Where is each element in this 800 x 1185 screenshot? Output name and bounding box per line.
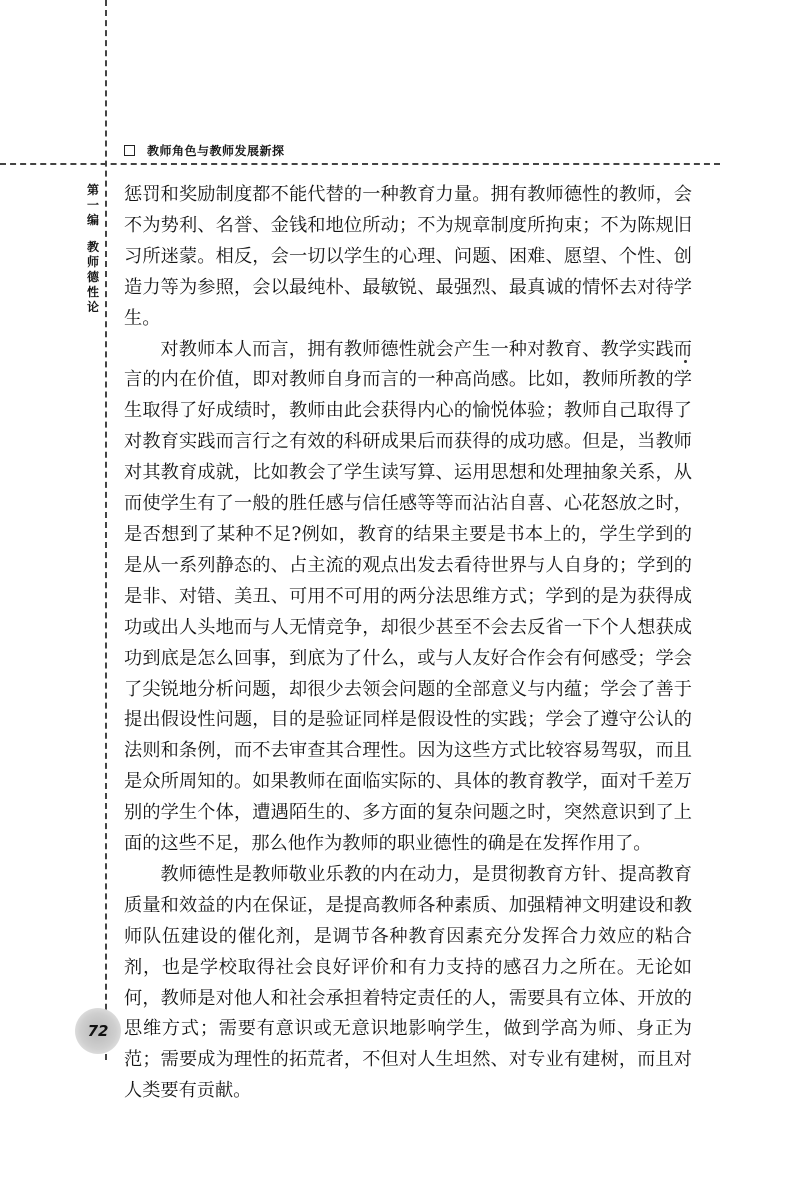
vertical-dashed-rule — [105, 0, 107, 1060]
running-header — [124, 142, 285, 159]
page-number: 72 — [87, 1022, 109, 1040]
page-number-badge — [75, 1008, 121, 1054]
body-text — [124, 180, 692, 1107]
side-label-part: 第一编 — [86, 183, 99, 227]
side-label-section: 教师德性论 — [86, 240, 99, 314]
print-speck — [684, 360, 687, 363]
paragraph-1: 惩罚和奖励制度都不能代替的一种教育力量。拥有教师德性的教师，会不为势利、名誉、金钱和地位所动；不为规章制度所拘束；不为陈规旧习所迷蒙。相反，会一切以学生的心理、问题、困难、愿望、个性、创造力等为参照，会以最纯朴、最敏锐、最强烈、最真诚的情怀去对待学生。 — [124, 184, 692, 329]
horizontal-dashed-rule — [0, 163, 720, 165]
paragraph-3: 教师德性是教师敬业乐教的内在动力，是贯彻教育方针、提高教育质量和效益的内在保证，是提高教师各种素质、加强精神文明建设和教师队伍建设的催化剂，是调节各种教育因素充分发挥合力效应的粘合剂，也是学校取得社会良好评价和有力支持的感召力之所在。无论如何，教师是对他人和社会承担着特定责任的人，需要具有立体、开放的思维方式；需要有意识或无意识地影响学生，做到学高为师、身正为范；需要成为理性的拓荒者，不但对人生坦然、对专业有建树，而且对人类要有贡献。 — [124, 863, 692, 1102]
running-header-title: 教师角色与教师发展新探 — [147, 144, 285, 158]
side-section-label — [86, 183, 100, 315]
paragraph-2: 对教师本人而言，拥有教师德性就会产生一种对教育、教学实践而言的内在价值，即对教师自身而言的一种高尚感。比如，教师所教的学生取得了好成绩时，教师由此会获得内心的愉悦体验；教师自己取得了对教育实践而言行之有效的科研成果后而获得的成功感。但是，当教师对其教育成就，比如教会了学生读写算、运用思想和处理抽象关系，从而使学生有了一般的胜任感与信任感等等而沾沾自喜、心花怒放之时，是否想到了某种不足?例如，教育的结果主要是书本上的，学生学到的是从一系列静态的、占主流的观点出发去看待世界与人自身的；学到的是非、对错、美丑、可用不可用的两分法思维方式；学到的是为获得成功或出人头地而与人无情竞争，却很少甚至不会去反省一下个人想获成功到底是怎么回事，到底为了什么，或与人友好合作会有何感受；学会了尖锐地分析问题，却很少去领会问题的全部意义与内蕴；学会了善于提出假设性问题，目的是验证同样是假设性的实践；学会了遵守公认的法则和条例，而不去审查其合理性。因为这些方式比较容易驾驭，而且是众所周知的。如果教师在面临实际的、具体的教育教学，面对千差万别的学生个体，遭遇陌生的、多方面的复杂问题之时，突然意识到了上面的这些不足，那么他作为教师的职业德性的确是在发挥作用了。 — [124, 338, 692, 855]
hollow-square-icon — [124, 145, 135, 156]
